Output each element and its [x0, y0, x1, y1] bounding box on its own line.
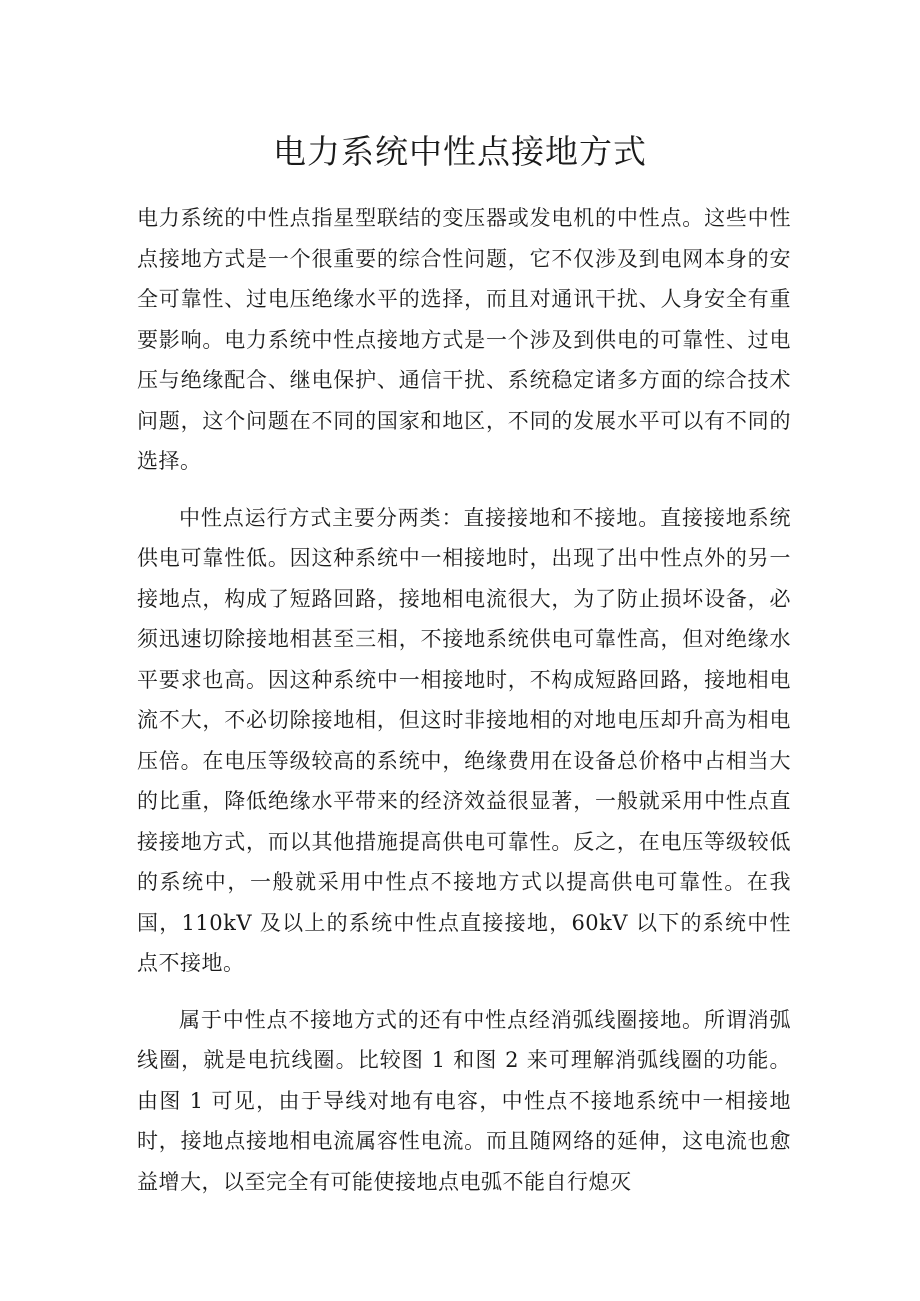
- paragraph-arc-suppression-coil: 属于中性点不接地方式的还有中性点经消弧线圈接地。所谓消弧线圈，就是电抗线圈。比较图 1 和图 2 来可理解消弧线圈的功能。由图 1 可见，由于导线对地有电容，中性点不接地系统中一相接地时，接地点接地相电流属容性电流。而且随网络的延伸，这电流也愈益增大，以至完全有可能使接地点电弧不能自行熄灭: [137, 1007, 791, 1194]
- paragraph-operation-modes: 中性点运行方式主要分两类：直接接地和不接地。直接接地系统供电可靠性低。因这种系统中一相接地时，出现了出中性点外的另一接地点，构成了短路回路，接地相电流很大，为了防止损坏设备，必须迅速切除接地相甚至三相，不接地系统供电可靠性高，但对绝缘水平要求也高。因这种系统中一相接地时，不构成短路回路，接地相电流不大，不必切除接地相，但这时非接地相的对地电压却升高为相电压倍。在电压等级较高的系统中，绝缘费用在设备总价格中占相当大的比重，降低绝缘水平带来的经济效益很显著，一般就采用中性点直接接地方式，而以其他措施提高供电可靠性。反之，在电压等级较低的系统中，一般就采用中性点不接地方式以提高供电可靠性。在我国，110kV 及以上的系统中性点直接接地，60kV 以下的系统中性点不接地。: [137, 505, 791, 975]
- document-body: [137, 198, 791, 1218]
- document-title: 电力系统中性点接地方式: [273, 132, 647, 171]
- paragraph-intro: 电力系统的中性点指星型联结的变压器或发电机的中性点。这些中性点接地方式是一个很重要的综合性问题，它不仅涉及到电网本身的安全可靠性、过电压绝缘水平的选择，而且对通讯干扰、人身安全有重要影响。电力系统中性点接地方式是一个涉及到供电的可靠性、过电压与绝缘配合、继电保护、通信干扰、系统稳定诸多方面的综合技术问题，这个问题在不同的国家和地区，不同的发展水平可以有不同的选择。: [137, 206, 791, 473]
